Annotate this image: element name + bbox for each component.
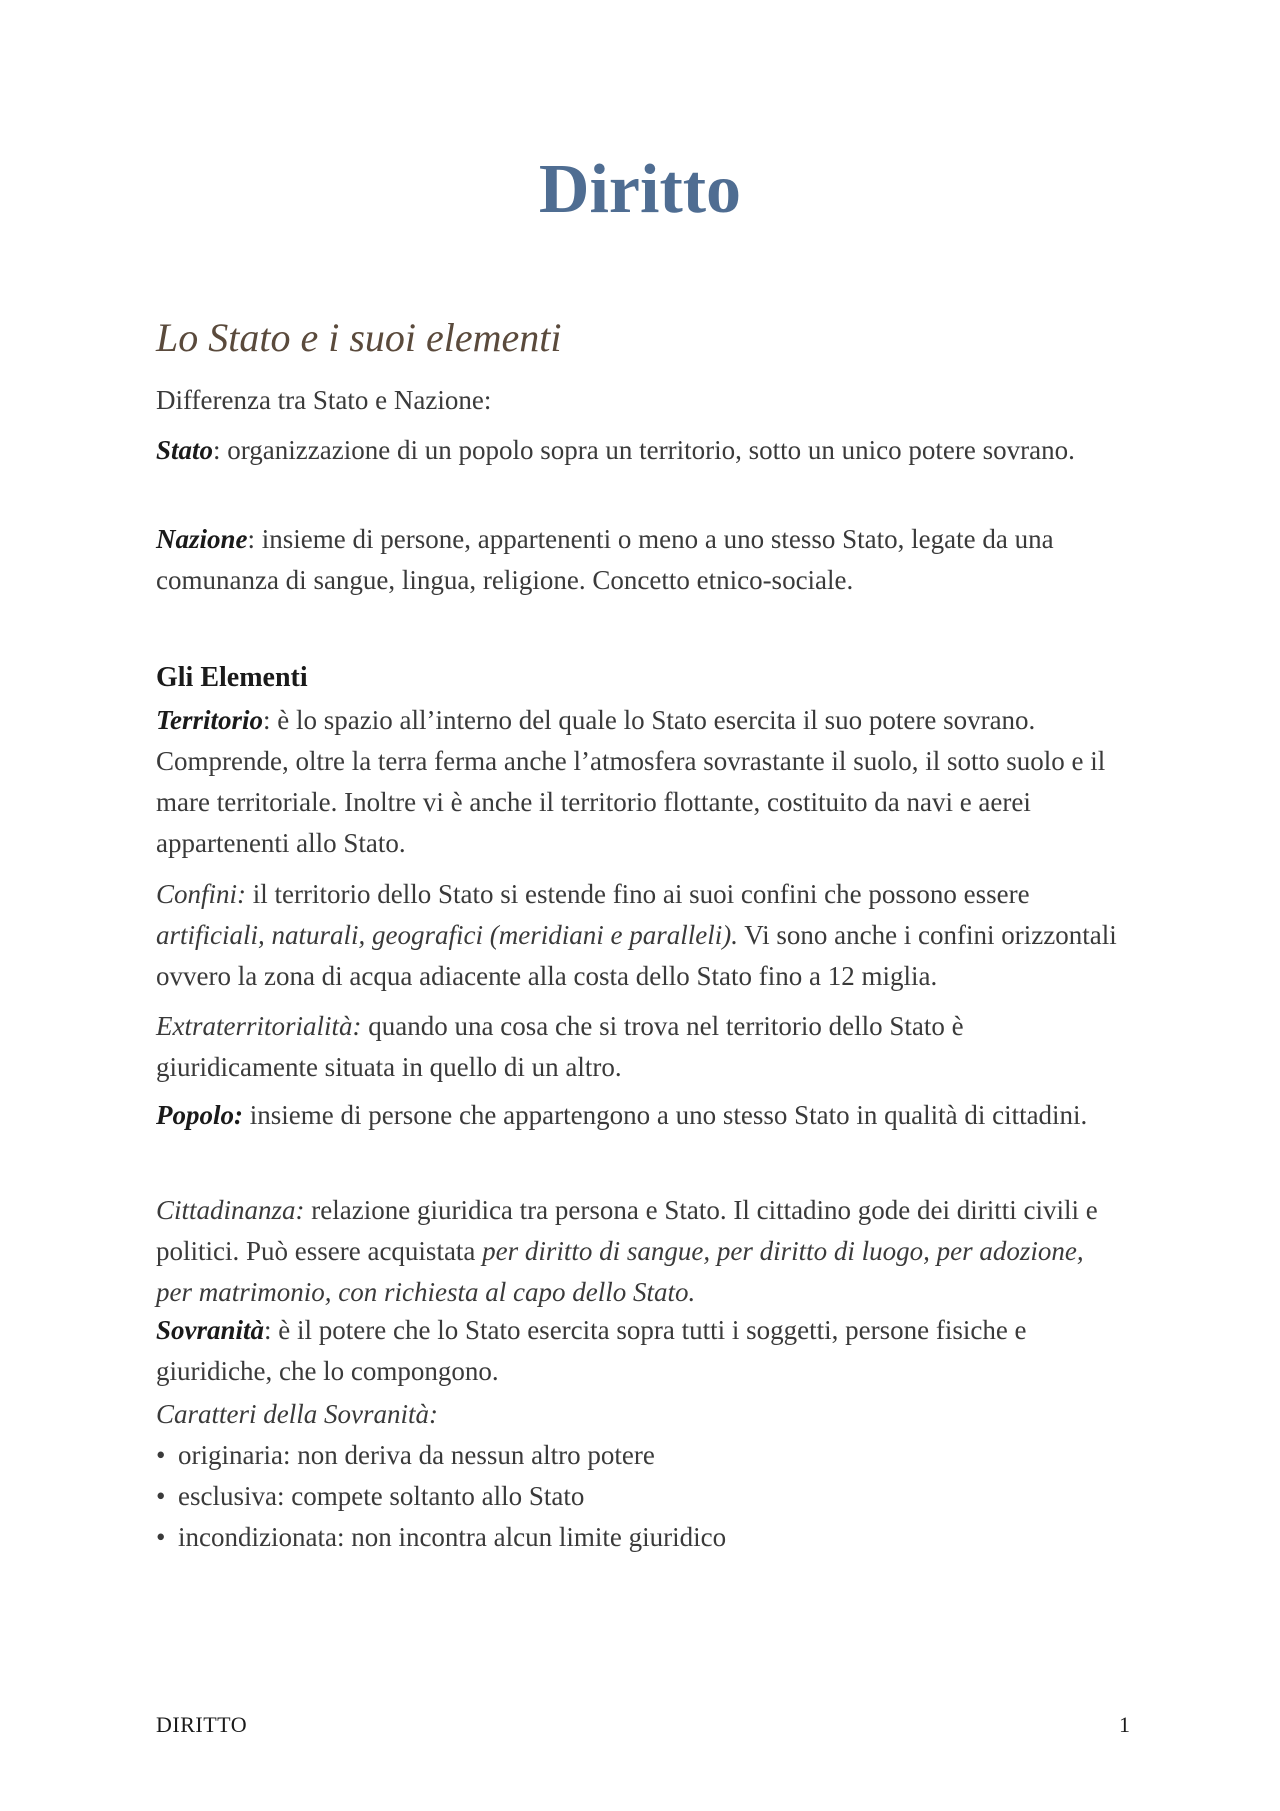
element-territorio [156, 700, 1124, 864]
caratteri-list-item [156, 1435, 1124, 1476]
caratteri-list [156, 1435, 1124, 1558]
element-confini [156, 874, 1124, 997]
caratteri-item-text: esclusiva: compete soltanto allo Stato [178, 1481, 585, 1511]
element-sovranita [156, 1310, 1124, 1392]
territorio-text: : è lo spazio all’interno del quale lo Stato esercita il suo potere sovrano. Comprende, oltre la terra ferma anche l’atmosfera sovrastante il suolo, il sotto suolo e il mare territoriale. Inoltre vi è anche il territorio flottante, costituito da navi e aerei appartenenti allo Stato. [156, 705, 1106, 858]
page-number: 1 [1119, 1712, 1130, 1737]
definition-nazione-paragraph [156, 519, 1124, 601]
extra-text: quando una cosa che si trova nel territorio dello Stato è giuridicamente situata in quello di un altro. [156, 1011, 964, 1082]
definition-stato [156, 430, 1124, 471]
popolo-text: insieme di persone che appartengono a uno stesso Stato in qualità di cittadini. [243, 1100, 1088, 1130]
bullet-icon: • [156, 1481, 166, 1511]
sovranita-text: : è il potere che lo Stato esercita sopra tutti i soggetti, persone fisiche e giuridiche, che lo compongono. [156, 1315, 1027, 1386]
confini-types: artificiali, naturali, geografici (meridiani e paralleli). [156, 920, 738, 950]
bullet-icon: • [156, 1440, 166, 1470]
term-extraterritorialita: Extraterritorialità: [156, 1011, 362, 1041]
territorio-paragraph [156, 700, 1124, 864]
extra-paragraph [156, 1006, 1124, 1088]
confini-paragraph [156, 874, 1124, 997]
cittadinanza-modes: per diritto di sangue, per diritto di luogo, per adozione, per matrimonio, con richiesta al capo dello Stato. [156, 1236, 1084, 1307]
sovranita-paragraph [156, 1310, 1124, 1392]
definition-stato-paragraph [156, 430, 1124, 471]
intro-text: Differenza tra Stato e Nazione: [156, 385, 492, 415]
document-title: Diritto [538, 151, 742, 228]
term-cittadinanza: Cittadinanza: [156, 1195, 305, 1225]
definition-stato-text: : organizzazione di un popolo sopra un territorio, sotto un unico potere sovrano. [213, 435, 1075, 465]
confini-text-1: il territorio dello Stato si estende fino ai suoi confini che possono essere [246, 879, 1030, 909]
elementi-heading: Gli Elementi [156, 662, 308, 693]
elementi-block [156, 658, 1124, 698]
confini-text-2: Vi sono anche i confini orizzontali ovvero la zona di acqua adiacente alla costa dello Stato fino a 12 miglia. [156, 920, 1117, 991]
caratteri-item-text: incondizionata: non incontra alcun limite giuridico [178, 1522, 727, 1552]
caratteri-item-text: originaria: non deriva da nessun altro potere [178, 1440, 655, 1470]
footer-label: DIRITTO [156, 1712, 248, 1737]
section-heading: Lo Stato e i suoi elementi [156, 315, 562, 360]
bullet-icon: • [156, 1522, 166, 1552]
term-sovranita: Sovranità [156, 1315, 265, 1345]
element-popolo [156, 1095, 1124, 1136]
element-extraterritorialita [156, 1006, 1124, 1088]
caratteri-heading: Caratteri della Sovranità: [156, 1399, 438, 1429]
popolo-paragraph [156, 1095, 1124, 1136]
cittadinanza-paragraph [156, 1190, 1124, 1313]
element-cittadinanza [156, 1190, 1124, 1313]
caratteri-list-item [156, 1476, 1124, 1517]
term-stato: Stato [156, 435, 214, 465]
intro-block [156, 380, 1124, 421]
term-popolo: Popolo: [156, 1100, 243, 1130]
term-confini: Confini: [156, 879, 247, 909]
caratteri-block [156, 1394, 1124, 1558]
term-nazione: Nazione [156, 524, 248, 554]
definition-nazione-text: : insieme di persone, appartenenti o meno a uno stesso Stato, legate da una comunanza di sangue, lingua, religione. Concetto etnico-sociale. [156, 524, 1054, 595]
caratteri-list-item [156, 1517, 1124, 1558]
definition-nazione [156, 519, 1124, 601]
cittadinanza-text: relazione giuridica tra persona e Stato. Il cittadino gode dei diritti civili e politici. Può essere acquistata [156, 1195, 1098, 1266]
term-territorio: Territorio [156, 705, 264, 735]
